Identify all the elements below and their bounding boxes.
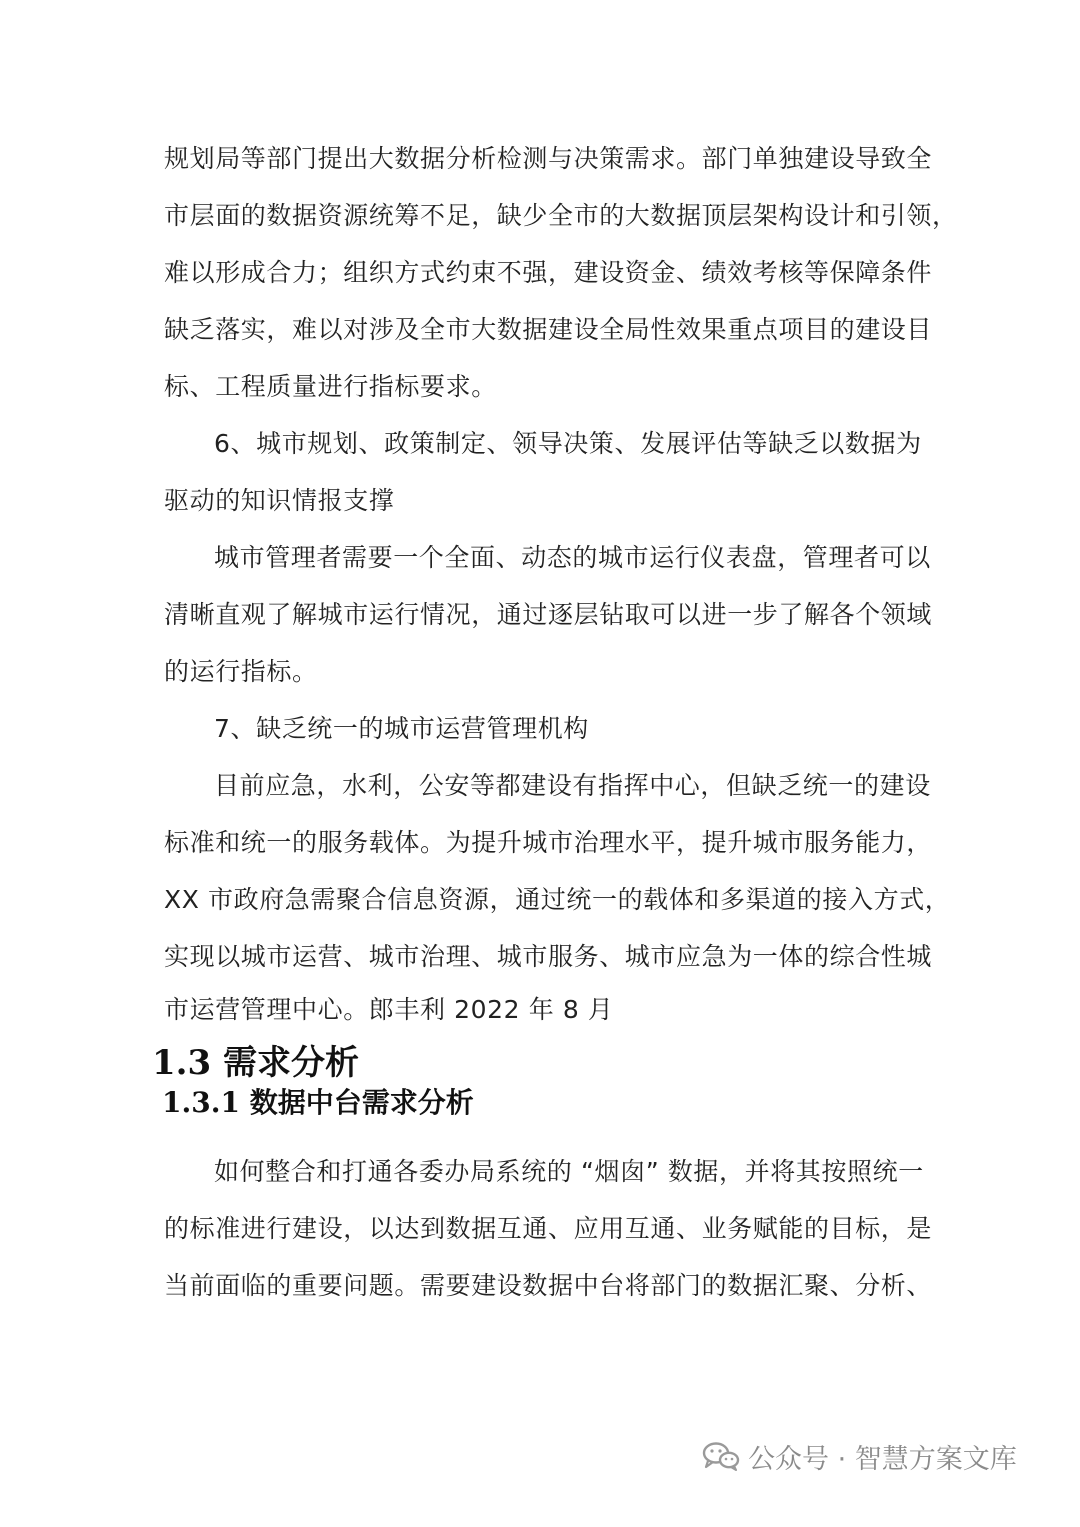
list-item-heading: 驱动的知识情报支撑	[164, 486, 395, 515]
paragraph-line: XX 市政府急需聚合信息资源，通过统一的载体和多渠道的接入方式，	[164, 885, 951, 914]
paragraph-line: 标、工程质量进行指标要求。	[164, 372, 497, 401]
paragraph-line: 实现以城市运营、城市治理、城市服务、城市应急为一体的综合性城	[164, 942, 933, 971]
list-item-heading: 6、城市规划、政策制定、领导决策、发展评估等缺乏以数据为	[214, 429, 922, 458]
paragraph-line: 清晰直观了解城市运行情况，通过逐层钻取可以进一步了解各个领域	[164, 600, 933, 629]
watermark-text: 公众号 · 智慧方案文库	[748, 1443, 1017, 1475]
paragraph-line: 当前面临的重要问题。需要建设数据中台将部门的数据汇聚、分析、	[164, 1271, 933, 1300]
paragraph-line: 的运行指标。	[164, 657, 318, 686]
paragraph-line: 目前应急，水利，公安等都建设有指挥中心，但缺乏统一的建设	[214, 771, 931, 800]
subsection-heading: 1.3.1 数据中台需求分析	[162, 1086, 474, 1119]
paragraph-line: 城市管理者需要一个全面、动态的城市运行仪表盘，管理者可以	[214, 543, 931, 572]
section-heading: 1.3 需求分析	[152, 1043, 359, 1083]
watermark	[702, 1434, 1017, 1478]
paragraph-line: 市层面的数据资源统筹不足，缺少全市的大数据顶层架构设计和引领，	[164, 201, 958, 230]
wechat-icon	[702, 1441, 740, 1471]
paragraph-line: 的标准进行建设，以达到数据互通、应用互通、业务赋能的目标，是	[164, 1214, 933, 1243]
paragraph-line: 规划局等部门提出大数据分析检测与决策需求。部门单独建设导致全	[164, 144, 933, 173]
paragraph-line: 标准和统一的服务载体。为提升城市治理水平，提升城市服务能力，	[164, 828, 933, 857]
paragraph-line: 市运营管理中心。郎丰利 2022 年 8 月	[164, 995, 614, 1024]
paragraph-line: 缺乏落实，难以对涉及全市大数据建设全局性效果重点项目的建设目	[164, 315, 933, 344]
paragraph-line: 难以形成合力；组织方式约束不强，建设资金、绩效考核等保障条件	[164, 258, 933, 287]
paragraph-line: 如何整合和打通各委办局系统的 “烟囱” 数据，并将其按照统一	[214, 1157, 924, 1186]
list-item-heading: 7、缺乏统一的城市运营管理机构	[214, 714, 589, 743]
